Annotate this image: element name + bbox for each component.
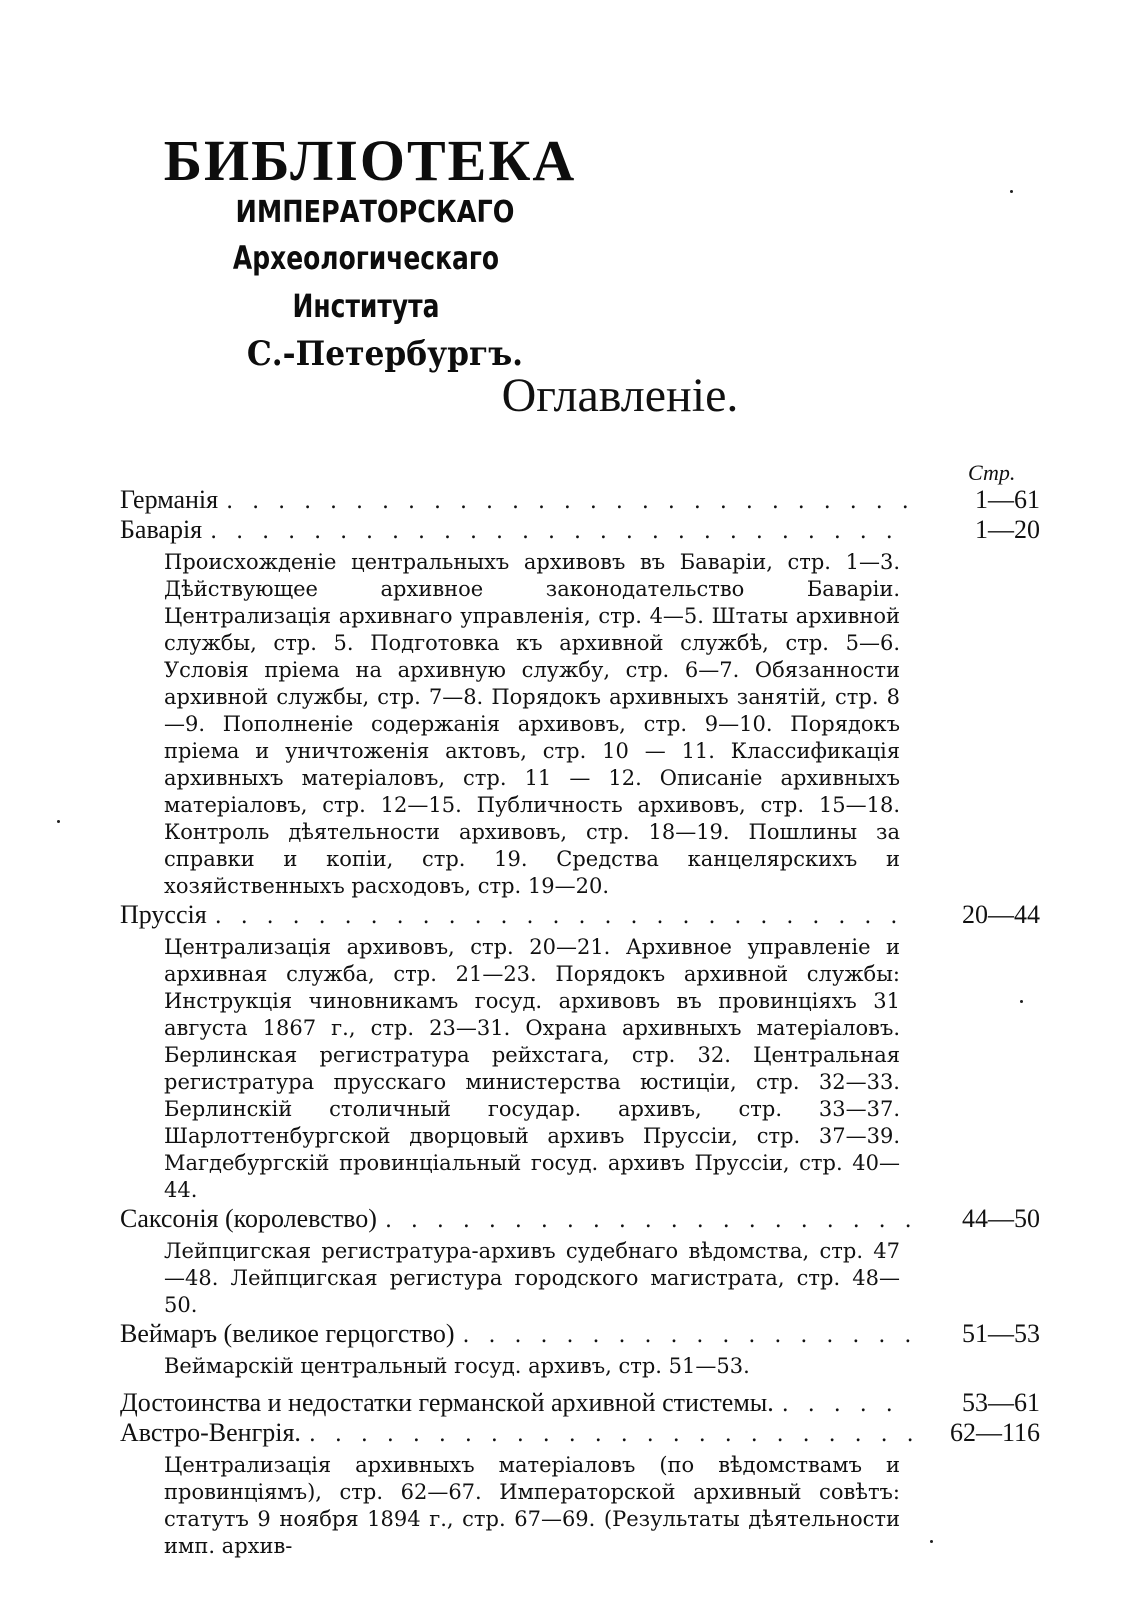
toc-entry-name: Пруссія (120, 900, 207, 929)
toc-section (120, 1418, 1040, 1560)
leader-dots (226, 489, 912, 514)
paper-speck (1010, 190, 1013, 193)
toc-entry (120, 515, 1040, 545)
toc-entry-name: Баварія (120, 515, 203, 544)
toc-entry (120, 1388, 1040, 1418)
stamp-line-imperial: ИМПЕРАТОРСКАГО (235, 195, 515, 230)
page-column-label: Стр. (968, 460, 1016, 485)
toc-entry-name: Веймаръ (великое герцогство) (120, 1319, 455, 1348)
toc-entry-description: Лейпцигская регистратура-архивъ судебнаго вѣдомства, стр. 47—48. Лейпцигская регистура городского магистрата, стр. 48—50. (164, 1239, 900, 1317)
toc-entry-pages: 1—61 (975, 485, 1040, 514)
toc-section (120, 1388, 1040, 1418)
leader-dots (210, 519, 912, 544)
toc-entry-name: Австро-Венгрія. (120, 1418, 301, 1447)
leader-dots (782, 1392, 912, 1417)
toc-entry (120, 1319, 1040, 1349)
leader-dots (463, 1323, 912, 1348)
paper-speck (57, 820, 60, 823)
toc-section (120, 485, 1040, 515)
toc-entry-pages: 53—61 (962, 1388, 1040, 1417)
toc-entry-pages: 51—53 (962, 1319, 1040, 1348)
toc-entry (120, 485, 1040, 515)
toc-entry-pages: 20—44 (962, 900, 1040, 929)
paper-speck (930, 1540, 933, 1543)
toc-entry-pages: 1—20 (975, 515, 1040, 544)
leader-dots (309, 1422, 912, 1447)
stamp-line-city: С.-Петербургъ. (246, 334, 524, 374)
paper-speck (1020, 1000, 1023, 1003)
page-title: Оглавленіе. (501, 369, 739, 422)
stamp-line-institute: Археологическаго Института (232, 239, 500, 325)
leader-dots (385, 1208, 912, 1233)
table-of-contents (120, 485, 1040, 1560)
toc-section (120, 515, 1040, 900)
leader-dots (215, 904, 912, 929)
toc-entry-name: Саксонія (королевство) (120, 1204, 377, 1233)
toc-entry-description: Происхожденіе центральныхъ архивовъ въ Баваріи, стр. 1—3. Дѣйствующее архивное законодательство Баваріи. Централизація архивнаго управленія, стр. 4—5. Штаты архивной службы, стр. 5. Подготовка къ архивной службѣ, стр. 5—6. Условія пріема на архивную службу, стр. 6—7. Обязанности архивной службы, стр. 7—8. Порядокъ архивныхъ занятій, стр. 8—9. Пополненіе содержанія архивовъ, стр. 9—10. Порядокъ пріема и уничтоженія актовъ, стр. 10 — 11. Классификація архивныхъ матеріаловъ, стр. 11 — 12. Описаніе архивныхъ матеріаловъ, стр. 12—15. Публичность архивовъ, стр. 15—18. Контроль дѣятельности архивовъ, стр. 18—19. Пошлины за справки и копіи, стр. 19. Средства канцелярскихъ и хозяйственныхъ расходовъ, стр. 19—20. (164, 550, 900, 898)
toc-section (120, 1204, 1040, 1319)
toc-entry-description: Централизація архивныхъ матеріаловъ (по вѣдомствамъ и провинціямъ), стр. 62—67. Императорской архивный совѣтъ: статутъ 9 ноября 1894 г., стр. 67—69. (Результаты дѣятельности имп. архив- (164, 1453, 900, 1558)
toc-entry-pages: 44—50 (962, 1204, 1040, 1233)
stamp-line-library: БИБЛІОТЕКА (163, 128, 577, 193)
toc-section (120, 1319, 1040, 1380)
toc-entry (120, 1204, 1040, 1234)
library-stamp (160, 130, 580, 378)
toc-entry (120, 900, 1040, 930)
toc-section (120, 900, 1040, 1204)
toc-entry-name: Достоинства и недостатки германской архивной стистемы. (120, 1388, 774, 1417)
toc-entry (120, 1418, 1040, 1448)
toc-entry-pages: 62—116 (949, 1418, 1040, 1447)
toc-entry-description: Веймарскій центральный госуд. архивъ, стр. 51—53. (164, 1354, 750, 1378)
toc-entry-name: Германія (120, 485, 219, 514)
toc-entry-description: Централизація архивовъ, стр. 20—21. Архивное управленіе и архивная служба, стр. 21—23. Порядокъ архивной службы: Инструкція чиновникамъ госуд. архивовъ въ провинціяхъ 31 августа 1867 г., стр. 23—31. Охрана архивныхъ матеріаловъ. Берлинская регистратура рейхстага, стр. 32. Центральная регистратура прусскаго министерства юстиціи, стр. 32—33. Берлинскій столичный государ. архивъ, стр. 33—37. Шарлоттенбургской дворцовый архивъ Пруссіи, стр. 37—39. Магдебургскій провинціальный госуд. архивъ Пруссіи, стр. 40—44. (164, 935, 900, 1202)
